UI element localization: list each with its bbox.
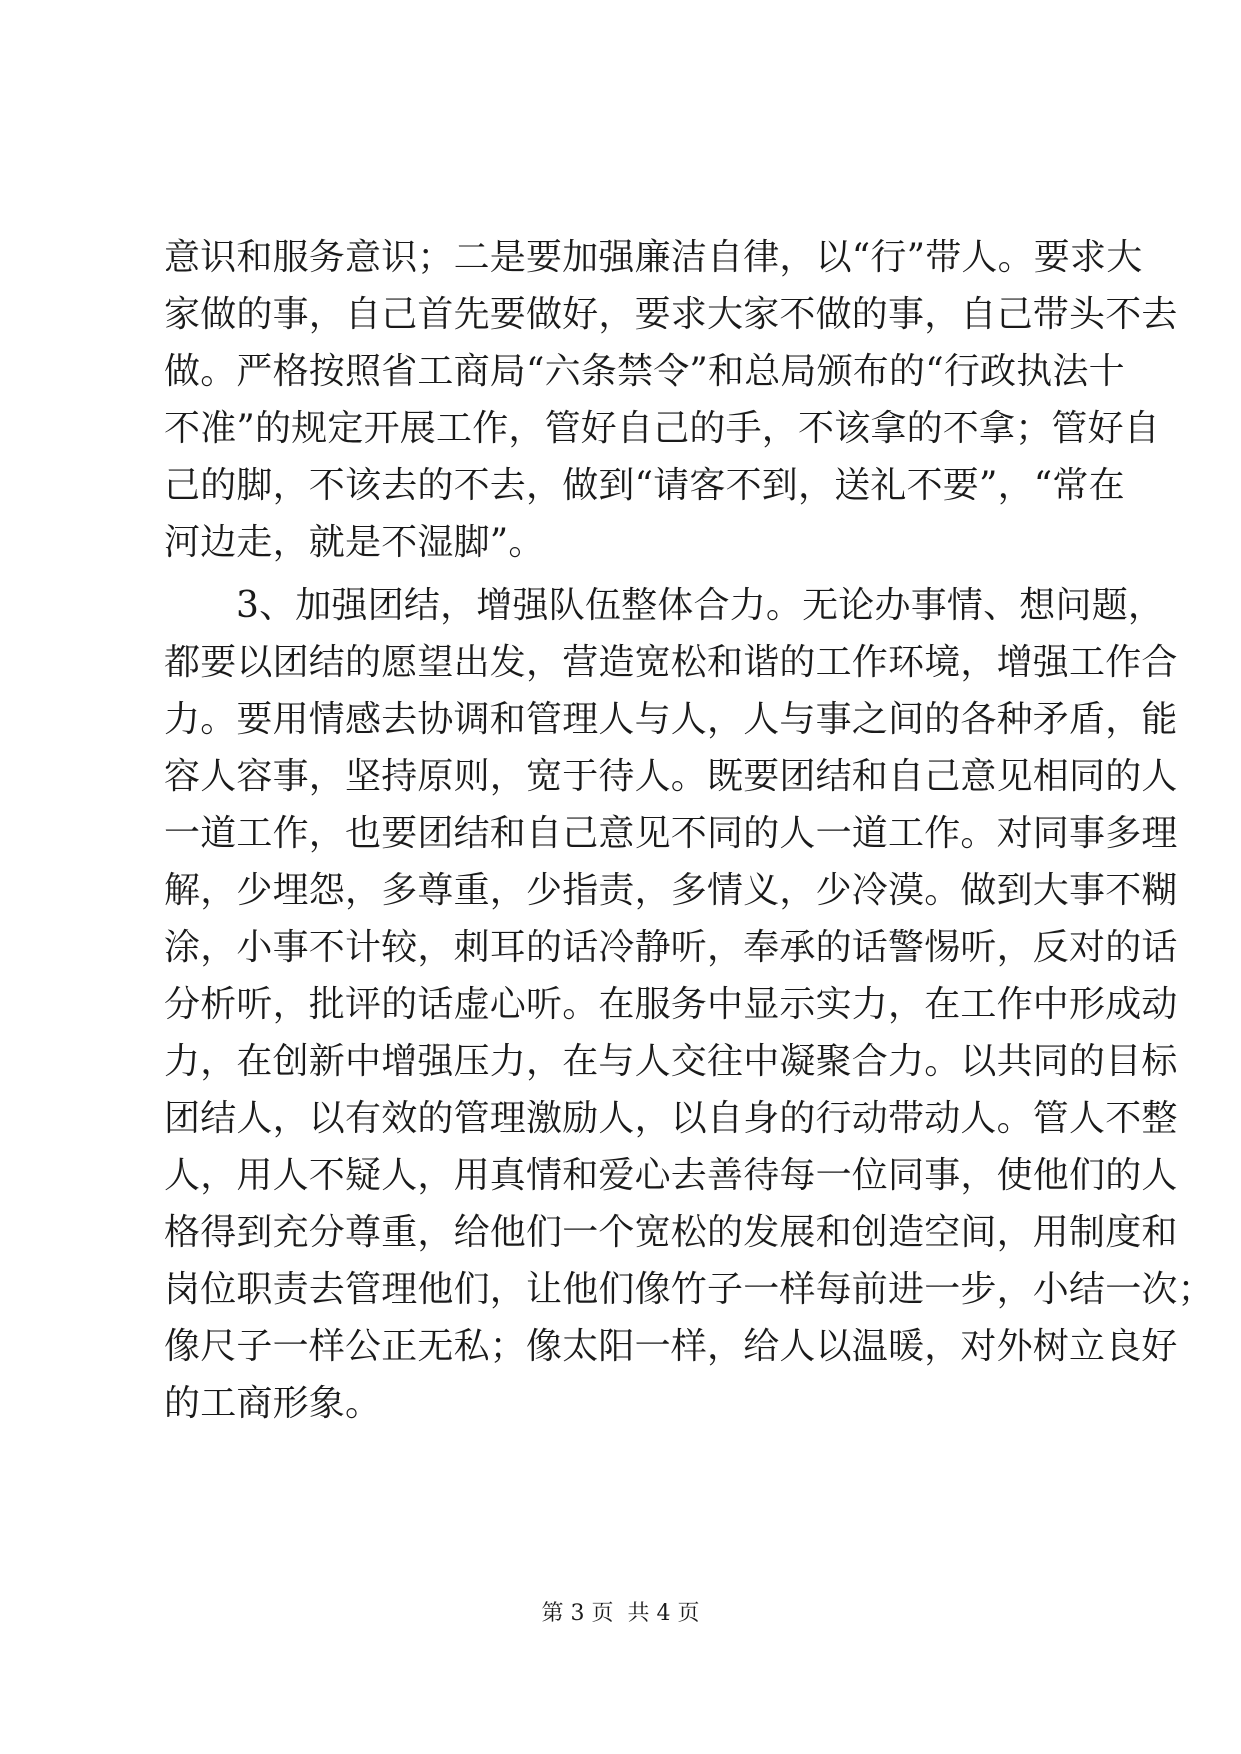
paragraph-first-line: 3、加强团结，增强队伍整体合力。无论办事情、想问题， [236,585,1165,626]
body-text-line: 人，用人不疑人，用真情和爱心去善待每一位同事，使他们的人 [164,1155,1178,1196]
body-text-line: 家做的事，自己首先要做好，要求大家不做的事，自己带头不去 [164,294,1178,335]
page-number-label: 第 3 页 共 4 页 [541,1601,700,1626]
body-text-line: 格得到充分尊重，给他们一个宽松的发展和创造空间，用制度和 [164,1212,1178,1253]
page-footer [0,1598,1241,1630]
body-text-line: 涂，小事不计较，刺耳的话冷静听，奉承的话警惕听，反对的话 [164,927,1178,968]
body-text-line: 都要以团结的愿望出发，营造宽松和谐的工作环境，增强工作合 [164,642,1178,683]
body-text-line: 意识和服务意识；二是要加强廉洁自律，以“行”带人。要求大 [164,237,1143,278]
body-text-line: 不准”的规定开展工作，管好自己的手，不该拿的不拿；管好自 [164,408,1161,449]
body-text-line: 做。严格按照省工商局“六条禁令”和总局颁布的“行政执法十 [164,351,1125,392]
body-text-line: 河边走，就是不湿脚”。 [164,522,545,563]
body-text-line: 分析听，批评的话虚心听。在服务中显示实力，在工作中形成动 [164,984,1178,1025]
body-text-line: 一道工作，也要团结和自己意见不同的人一道工作。对同事多理 [164,813,1178,854]
body-text-line: 力。要用情感去协调和管理人与人，人与事之间的各种矛盾，能 [164,699,1178,740]
body-text-line: 岗位职责去管理他们，让他们像竹子一样每前进一步，小结一次； [164,1269,1214,1310]
body-text-line: 力，在创新中增强压力，在与人交往中凝聚合力。以共同的目标 [164,1041,1178,1082]
body-text-line: 解，少埋怨，多尊重，少指责，多情义，少冷漠。做到大事不糊 [164,870,1178,911]
body-text-line: 像尺子一样公正无私；像太阳一样，给人以温暖，对外树立良好 [164,1326,1178,1367]
body-text-line: 团结人，以有效的管理激励人，以自身的行动带动人。管人不整 [164,1098,1178,1139]
body-text-line: 容人容事，坚持原则，宽于待人。既要团结和自己意见相同的人 [164,756,1178,797]
body-text-line: 的工商形象。 [164,1383,382,1424]
body-text-line: 己的脚，不该去的不去，做到“请客不到，送礼不要”，“常在 [164,465,1125,506]
